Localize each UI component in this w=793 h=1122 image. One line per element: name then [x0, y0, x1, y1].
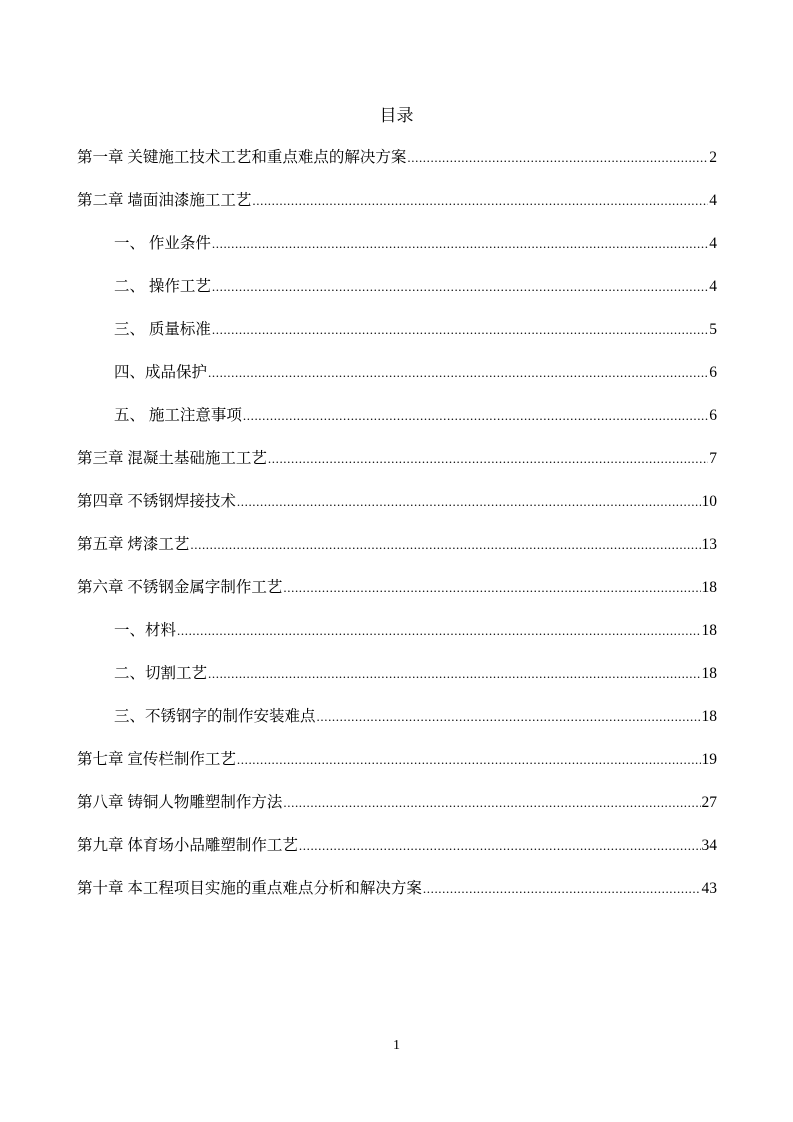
toc-entry-page: 2 — [709, 149, 717, 166]
dot-leader — [177, 619, 700, 643]
toc-entry-label: 第五章 烤漆工艺 — [77, 536, 190, 553]
toc-entry[interactable] — [77, 189, 717, 232]
dot-leader — [237, 748, 701, 772]
toc-entry-page: 43 — [701, 880, 717, 897]
dot-leader — [299, 834, 701, 858]
toc-entry-page: 19 — [701, 751, 717, 768]
dot-leader — [208, 662, 700, 686]
toc-entry[interactable] — [77, 705, 717, 748]
toc-entry[interactable] — [77, 877, 717, 920]
toc-entry-page: 4 — [709, 235, 717, 252]
toc-entry-label: 第八章 铸铜人物雕塑制作方法 — [77, 794, 283, 811]
dot-leader — [243, 404, 708, 428]
toc-entry[interactable] — [77, 834, 717, 877]
toc-entry[interactable] — [77, 533, 717, 576]
toc-entry-label: 第四章 不锈钢焊接技术 — [77, 493, 236, 510]
toc-entry-page: 18 — [701, 665, 717, 682]
toc-entry-page: 7 — [709, 450, 717, 467]
dot-leader — [212, 232, 708, 256]
toc-entry-label: 一、 作业条件 — [114, 235, 211, 252]
toc-entry[interactable] — [77, 404, 717, 447]
toc-entry-page: 34 — [701, 837, 717, 854]
page-number: 1 — [393, 1038, 400, 1053]
toc-entry-page: 6 — [709, 364, 717, 381]
dot-leader — [423, 877, 701, 901]
dot-leader — [190, 533, 700, 557]
toc-entry-label: 第一章 关键施工技术工艺和重点难点的解决方案 — [77, 149, 407, 166]
toc-entry-page: 5 — [709, 321, 717, 338]
toc-entry-page: 10 — [701, 493, 717, 510]
toc-entry-label: 第十章 本工程项目实施的重点难点分析和解决方案 — [77, 880, 422, 897]
toc-entry[interactable] — [77, 146, 717, 189]
toc-entry[interactable] — [77, 576, 717, 619]
toc-entry[interactable] — [77, 318, 717, 361]
toc-entry-label: 二、 操作工艺 — [114, 278, 211, 295]
toc-entry[interactable] — [77, 791, 717, 834]
toc-entry[interactable] — [77, 748, 717, 791]
toc-entry[interactable] — [77, 361, 717, 404]
toc-entry-label: 三、 质量标准 — [114, 321, 211, 338]
dot-leader — [283, 576, 700, 600]
dot-leader — [283, 791, 700, 815]
dot-leader — [252, 189, 708, 213]
dot-leader — [268, 447, 708, 471]
toc-entry[interactable] — [77, 232, 717, 275]
toc-entry[interactable] — [77, 662, 717, 705]
dot-leader — [237, 490, 701, 514]
toc-entry-page: 6 — [709, 407, 717, 424]
toc-entry-page: 4 — [709, 278, 717, 295]
toc-entry-label: 第六章 不锈钢金属字制作工艺 — [77, 579, 283, 596]
dot-leader — [212, 318, 708, 342]
toc-entry-page: 4 — [709, 192, 717, 209]
toc-entry[interactable] — [77, 275, 717, 318]
toc-entry-page: 13 — [701, 536, 717, 553]
toc-entry-page: 18 — [701, 622, 717, 639]
toc-title: 目录 — [379, 106, 414, 125]
toc-entry-label: 第二章 墙面油漆施工工艺 — [77, 192, 252, 209]
toc-entry-label: 三、不锈钢字的制作安装难点 — [114, 708, 316, 725]
toc-entry-label: 四、成品保护 — [114, 364, 208, 381]
table-of-contents — [77, 146, 717, 920]
toc-entry-label: 二、切割工艺 — [114, 665, 208, 682]
toc-entry[interactable] — [77, 447, 717, 490]
toc-entry-label: 第七章 宣传栏制作工艺 — [77, 751, 236, 768]
toc-entry-label: 一、材料 — [114, 622, 177, 639]
dot-leader — [208, 361, 708, 385]
toc-entry-label: 五、 施工注意事项 — [114, 407, 242, 424]
toc-entry[interactable] — [77, 490, 717, 533]
toc-entry-page: 18 — [701, 579, 717, 596]
toc-entry-label: 第三章 混凝土基础施工工艺 — [77, 450, 267, 467]
dot-leader — [407, 146, 708, 170]
toc-entry-label: 第九章 体育场小品雕塑制作工艺 — [77, 837, 298, 854]
dot-leader — [212, 275, 708, 299]
toc-entry[interactable] — [77, 619, 717, 662]
toc-entry-page: 18 — [701, 708, 717, 725]
toc-entry-page: 27 — [701, 794, 717, 811]
dot-leader — [317, 705, 701, 729]
